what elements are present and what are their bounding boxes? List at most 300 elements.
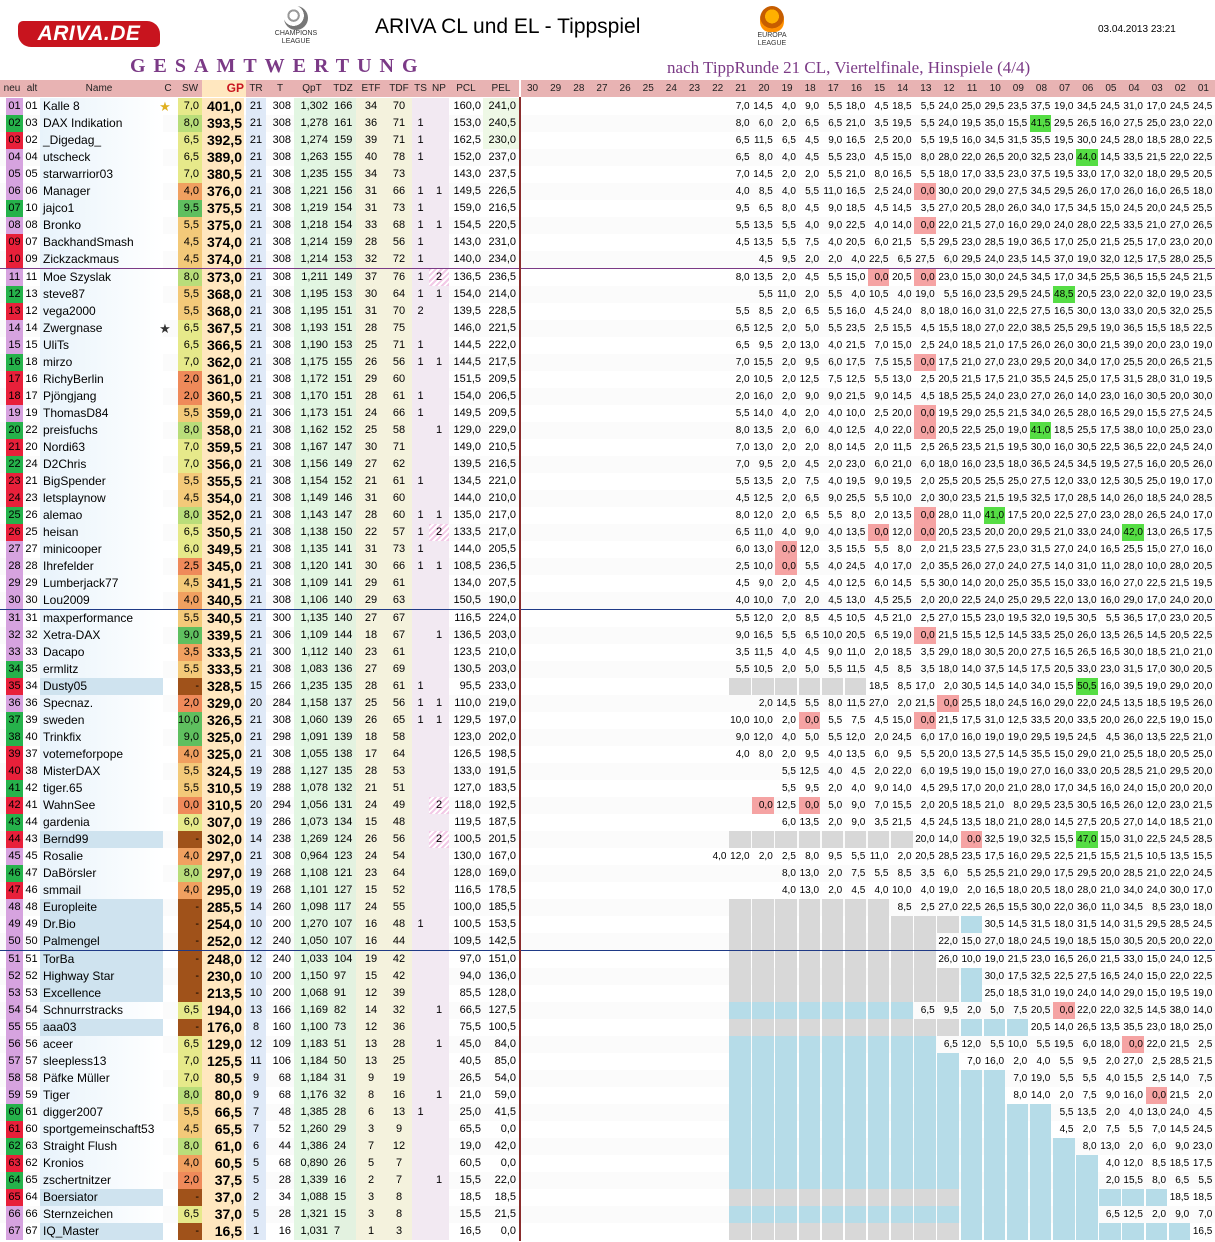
qpt-value: 0,890	[294, 1155, 330, 1172]
player-name[interactable]: smmail	[40, 882, 163, 899]
t-value: 300	[272, 645, 291, 658]
tdf-value: 44	[386, 933, 412, 950]
round-score: 4,5	[874, 101, 889, 112]
round-score: 30,0	[1030, 442, 1051, 453]
round-score: 26,0	[1054, 390, 1074, 402]
player-name[interactable]: D2Chris	[40, 456, 163, 473]
player-name[interactable]: steve87	[40, 286, 163, 303]
round-empty	[544, 371, 565, 388]
sw-value: 6,5	[178, 149, 202, 166]
player-name[interactable]: RichyBerlin	[40, 371, 163, 388]
player-name[interactable]: ermlitz	[40, 661, 163, 678]
table-row	[0, 1155, 1215, 1172]
round-score: 20,0	[961, 186, 981, 198]
round-score: 11,0	[869, 851, 889, 863]
round-empty	[660, 882, 681, 899]
rank-old: 09	[25, 253, 38, 266]
round-score: 2,0	[828, 817, 843, 829]
player-name[interactable]: ThomasD84	[40, 405, 163, 422]
etf-value: 29	[356, 575, 386, 592]
round-score: 17,5	[1100, 424, 1120, 436]
player-name[interactable]: Päfke Müller	[40, 1070, 163, 1087]
tr-value: 13	[246, 1002, 266, 1019]
round-score: 26,5	[984, 152, 1005, 164]
round-empty	[752, 916, 773, 933]
round-score: 10,5	[868, 288, 889, 300]
round-empty	[683, 661, 704, 678]
player-name[interactable]: maxperformance	[40, 610, 163, 627]
column-header-round: 12	[937, 80, 960, 97]
rank-new: 62	[6, 1138, 23, 1155]
tdf-value: 70	[386, 303, 412, 320]
ts-value	[412, 490, 429, 507]
round-score: 19,5	[1007, 612, 1028, 624]
player-name[interactable]: jajco1	[40, 200, 163, 217]
gp-total: 66,5	[202, 1104, 244, 1121]
player-name[interactable]: preisfuchs	[40, 422, 163, 439]
round-empty	[567, 200, 588, 217]
tr-value: 21	[246, 644, 266, 661]
round-empty	[521, 695, 542, 712]
round-score: 31,5	[1007, 135, 1028, 147]
sw-value: 6,5	[178, 1036, 202, 1053]
np-value: 1	[429, 354, 449, 371]
rank-new: 50	[6, 933, 23, 950]
tdz-value: 154	[330, 200, 356, 217]
round-empty	[683, 729, 704, 746]
round-score: 20,5	[1054, 663, 1074, 675]
round-empty	[683, 610, 704, 627]
round-score: 16,0	[1146, 186, 1167, 198]
tr-value: 15	[246, 678, 266, 695]
round-empty	[799, 916, 820, 933]
round-empty	[567, 251, 588, 268]
player-name[interactable]: gardenia	[40, 814, 163, 831]
round-empty	[752, 1172, 773, 1189]
ts-value	[412, 98, 429, 115]
round-score: 4,5	[805, 152, 820, 164]
round-empty	[914, 951, 935, 968]
tr-value: 21	[246, 320, 266, 337]
round-score: 18,0	[1007, 459, 1028, 471]
round-empty	[614, 405, 635, 422]
player-name[interactable]: Schnurrstracks	[40, 1002, 163, 1019]
round-empty	[544, 627, 565, 644]
round-score: 29,5	[984, 101, 1005, 112]
round-empty	[660, 439, 681, 456]
round-score: 7,5	[805, 237, 820, 249]
round-empty	[683, 473, 704, 490]
round-score: 15,5	[1007, 902, 1028, 914]
round-empty	[891, 1036, 912, 1053]
pcl-value: 18,5	[459, 1191, 481, 1204]
round-score: 27,0	[1077, 510, 1097, 522]
player-name[interactable]: Ihrefelder	[40, 558, 163, 575]
round-score: 36,5	[1030, 237, 1051, 249]
round-empty	[706, 439, 727, 456]
player-name[interactable]: Manager	[40, 183, 163, 200]
round-score: 13,0	[1146, 527, 1167, 539]
round-score: 30,0	[938, 493, 958, 505]
round-empty	[544, 388, 565, 405]
round-score: 29,5	[1030, 851, 1051, 863]
player-name[interactable]: Xetra-DAX	[40, 627, 163, 644]
player-name[interactable]: DAX Indikation	[40, 115, 163, 132]
round-empty	[775, 1189, 796, 1206]
gp-total: 297,0	[202, 865, 244, 882]
round-score: 5,5	[920, 135, 935, 147]
t-value: 268	[272, 867, 291, 880]
round-empty	[1030, 1155, 1051, 1172]
round-empty	[706, 473, 727, 490]
round-score: 28,0	[1123, 510, 1143, 522]
np-value	[429, 1223, 449, 1240]
qpt-value: 1,068	[294, 985, 330, 1002]
round-empty	[799, 899, 820, 916]
column-header-round: 07	[1053, 80, 1076, 97]
player-name[interactable]: tiger.65	[40, 780, 163, 797]
round-empty	[590, 132, 611, 149]
round-empty	[706, 1070, 727, 1087]
round-empty	[614, 200, 635, 217]
round-score: 27,0	[1169, 544, 1190, 556]
round-empty	[1030, 1189, 1051, 1206]
etf-value: 15	[356, 814, 386, 831]
qpt-value: 1,143	[294, 507, 330, 524]
tr-value: 7	[246, 1121, 266, 1138]
round-empty	[799, 1104, 820, 1121]
player-name[interactable]: Trinkfix	[40, 729, 163, 746]
rank-new: 53	[6, 985, 23, 1002]
ariva-logo[interactable]: ARIVA.DE	[18, 21, 160, 47]
player-name[interactable]: TorBa	[40, 951, 163, 968]
round-score: 20,5	[938, 373, 958, 385]
round-score: 30,5	[1077, 800, 1097, 812]
qpt-value: 1,274	[294, 132, 330, 149]
t-value: 308	[272, 577, 291, 590]
pcl-value: 160,0	[453, 100, 481, 112]
tr-value: 19	[246, 763, 266, 780]
round-empty	[637, 695, 658, 712]
round-score: 23,5	[845, 322, 866, 334]
round-score: 2,0	[781, 459, 796, 471]
round-score: 34,5	[1030, 271, 1051, 283]
tdz-value: 155	[330, 166, 356, 183]
player-name[interactable]: Highway Star	[40, 968, 163, 985]
player-name[interactable]: WahnSee	[40, 797, 163, 814]
sw-value: 5,5	[178, 763, 202, 780]
player-name[interactable]: Straight Flush	[40, 1138, 163, 1155]
round-score: 34,5	[1077, 459, 1097, 471]
player-name[interactable]: Bernd99	[40, 831, 163, 848]
player-name[interactable]: starwarrior03	[40, 166, 163, 183]
round-score: 31,5	[1077, 919, 1097, 931]
rank-old: 24	[25, 458, 38, 471]
europa-league-logo	[748, 6, 796, 52]
round-score: 28,0	[938, 152, 958, 164]
np-value	[429, 456, 449, 473]
round-score: 16,5	[845, 135, 866, 147]
round-empty	[752, 951, 773, 968]
round-score: 18,5	[1146, 135, 1167, 147]
round-empty	[590, 166, 611, 183]
round-empty	[544, 575, 565, 592]
round-score: 17,5	[1007, 970, 1028, 982]
round-score: 9,0	[828, 493, 843, 505]
round-score: 5,5	[805, 697, 820, 709]
round-empty	[706, 354, 727, 371]
t-value: 308	[272, 270, 291, 283]
round-empty	[544, 1087, 565, 1104]
t-value: 308	[272, 850, 291, 863]
round-score: 2,0	[1105, 1175, 1120, 1187]
player-name[interactable]: Kronios	[40, 1155, 163, 1172]
tdz-value: 140	[330, 644, 356, 661]
player-name[interactable]: Moe Szyslak	[40, 269, 163, 286]
round-score: 8,0	[828, 697, 843, 709]
round-score: 4,5	[735, 493, 750, 505]
round-score: 15,5	[1054, 680, 1074, 692]
round-empty	[868, 916, 889, 933]
round-empty	[567, 763, 588, 780]
table-row	[0, 132, 1215, 149]
round-score: 4,0	[874, 561, 889, 573]
round-empty	[590, 627, 611, 644]
column-header-pcl: PCL	[449, 80, 483, 97]
round-score: 9,0	[805, 527, 820, 539]
round-empty	[729, 899, 750, 916]
player-name[interactable]: MisterDAX	[40, 763, 163, 780]
round-empty	[1007, 1121, 1028, 1138]
pcl-value: 109,5	[453, 935, 481, 948]
player-name[interactable]: mirzo	[40, 354, 163, 371]
t-value: 308	[272, 441, 291, 453]
player-name[interactable]: Rosalie	[40, 848, 163, 865]
player-name[interactable]: heisan	[40, 524, 163, 541]
round-score: 0,0	[868, 524, 889, 541]
round-empty	[567, 814, 588, 831]
round-empty	[637, 644, 658, 661]
player-name[interactable]: alemao	[40, 507, 163, 524]
round-empty	[521, 1002, 542, 1019]
round-score: 21,0	[1192, 646, 1213, 658]
round-score: 15,5	[1192, 851, 1213, 863]
tdf-value: 76	[386, 269, 412, 286]
rank-new: 45	[6, 848, 23, 865]
round-score: 26,0	[1123, 800, 1143, 812]
player-name[interactable]: minicooper	[40, 541, 163, 558]
round-score: 25,5	[1100, 271, 1120, 283]
player-name[interactable]: vega2000	[40, 303, 163, 320]
round-empty	[706, 1002, 727, 1019]
round-empty	[891, 1070, 912, 1087]
etf-value: 25	[356, 337, 386, 354]
player-name[interactable]: DaBörsler	[40, 865, 163, 882]
player-name[interactable]: BackhandSmash	[40, 234, 163, 251]
player-name[interactable]: Kalle 8	[40, 98, 163, 115]
player-name[interactable]: votemeforpope	[40, 746, 163, 763]
round-score: 37,5	[1030, 101, 1051, 112]
player-name[interactable]: Zwergnase	[40, 320, 163, 337]
player-name[interactable]: aceer	[40, 1036, 163, 1053]
round-empty	[637, 1121, 658, 1138]
round-empty	[567, 490, 588, 507]
round-empty	[567, 1053, 588, 1070]
round-score: 29,0	[961, 407, 981, 419]
round-score: 21,5	[1007, 953, 1028, 965]
player-name[interactable]: zschertnitzer	[40, 1172, 163, 1189]
round-score: 19,0	[1100, 322, 1120, 334]
player-name[interactable]: sleepless13	[40, 1053, 163, 1070]
round-score: 30,0	[1077, 135, 1097, 147]
player-name[interactable]: Excellence	[40, 985, 163, 1002]
round-score: 25,5	[1123, 356, 1143, 368]
round-empty	[961, 1104, 982, 1121]
ts-value	[412, 371, 429, 388]
round-empty	[637, 1155, 658, 1172]
player-name[interactable]: Zickzackmaus	[40, 251, 163, 268]
gp-total: 375,5	[202, 200, 244, 217]
t-value: 306	[272, 406, 291, 419]
rank-new: 05	[6, 166, 23, 183]
np-value	[429, 1104, 449, 1121]
round-empty	[937, 1121, 958, 1138]
round-empty	[683, 1155, 704, 1172]
round-empty	[521, 865, 542, 882]
player-name[interactable]: utscheck	[40, 149, 163, 166]
round-score: 16,5	[892, 169, 912, 181]
player-name[interactable]: Sternzeichen	[40, 1206, 163, 1223]
round-score: 30,5	[961, 680, 981, 692]
round-empty	[706, 1189, 727, 1206]
round-empty	[567, 627, 588, 644]
round-score: 20,0	[984, 578, 1005, 590]
round-score: 36,5	[1123, 271, 1143, 283]
player-name[interactable]: Nordi63	[40, 439, 163, 456]
round-empty	[614, 899, 635, 916]
player-name[interactable]: sportgemeinschaft53	[40, 1121, 163, 1138]
tdf-value: 48	[386, 814, 412, 831]
round-empty	[590, 439, 611, 456]
round-empty	[683, 797, 704, 814]
round-score: 4,5	[735, 578, 750, 590]
round-empty	[660, 610, 681, 627]
round-score: 17,0	[1054, 271, 1074, 283]
round-score: 22,0	[1054, 902, 1074, 914]
round-score: 13,0	[753, 442, 773, 453]
tdf-value: 66	[386, 558, 412, 575]
round-empty	[845, 1206, 866, 1223]
table-row	[0, 899, 1215, 916]
player-name[interactable]: Palmengel	[40, 933, 163, 950]
rank-new: 44	[6, 831, 23, 848]
round-score: 2,0	[920, 476, 935, 488]
player-name[interactable]: IQ_Master	[40, 1223, 163, 1240]
player-name[interactable]: aaa03	[40, 1019, 163, 1036]
round-empty	[706, 422, 727, 439]
player-name[interactable]: Specnaz.	[40, 695, 163, 712]
player-name[interactable]: Europleite	[40, 899, 163, 916]
player-name[interactable]: Bronko	[40, 217, 163, 234]
player-name[interactable]: Pjöngjang	[40, 388, 163, 405]
rank-old: 60	[25, 1123, 38, 1135]
player-name[interactable]: _Digedag_	[40, 132, 163, 149]
round-empty	[521, 337, 542, 354]
round-empty	[544, 661, 565, 678]
round-empty	[683, 269, 704, 286]
round-score: 16,0	[1054, 442, 1074, 453]
table-row	[0, 729, 1215, 746]
player-name[interactable]: Lumberjack77	[40, 575, 163, 592]
round-empty	[521, 183, 542, 200]
round-empty	[590, 1155, 611, 1172]
round-empty	[521, 951, 542, 968]
round-score: 25,5	[938, 476, 958, 488]
round-score: 25,5	[892, 595, 912, 607]
round-score: 26,5	[1123, 629, 1143, 641]
round-score: 2,0	[781, 493, 796, 505]
tr-value: 21	[246, 183, 266, 200]
round-empty	[521, 644, 542, 661]
tdf-value: 36	[386, 1019, 412, 1036]
etf-value: 23	[356, 644, 386, 661]
np-value	[429, 405, 449, 422]
player-name[interactable]: Dr.Bio	[40, 916, 163, 933]
round-score: 22,0	[1077, 697, 1097, 709]
europa-league-trophy-icon	[760, 6, 784, 32]
round-score: 19,0	[1007, 765, 1028, 777]
tdf-value: 65	[386, 712, 412, 729]
tr-value: 21	[246, 661, 266, 678]
pcl-value: 123,0	[453, 730, 481, 743]
round-score: 25,0	[984, 424, 1005, 436]
player-name[interactable]: UliTs	[40, 337, 163, 354]
round-empty	[937, 1104, 958, 1121]
player-name[interactable]: Boersiator	[40, 1189, 163, 1206]
pcl-value: 162,5	[453, 134, 481, 147]
round-empty	[683, 354, 704, 371]
player-name[interactable]: Dusty05	[40, 678, 163, 695]
player-name[interactable]: Tiger	[40, 1087, 163, 1104]
round-empty	[614, 286, 635, 303]
player-name[interactable]: sweden	[40, 712, 163, 729]
round-empty	[775, 933, 796, 950]
ts-value: 1	[412, 234, 429, 251]
round-empty	[590, 183, 611, 200]
round-score: 19,5	[1169, 987, 1190, 999]
sw-value: 5,5	[178, 780, 202, 797]
round-score: 33,5	[1123, 220, 1143, 232]
np-value: 1	[429, 183, 449, 200]
tr-value: 21	[246, 627, 266, 644]
tdz-value: 24	[330, 1138, 356, 1155]
player-name[interactable]: Dacapo	[40, 644, 163, 661]
round-score: 9,0	[828, 135, 843, 147]
player-name[interactable]: BigSpender	[40, 473, 163, 490]
round-score: 18,0	[1054, 919, 1074, 931]
round-score: 9,0	[828, 390, 843, 402]
player-name[interactable]: digger2007	[40, 1104, 163, 1121]
round-empty	[590, 610, 611, 627]
qpt-value: 1,088	[294, 1189, 330, 1206]
round-score: 21,5	[1169, 1089, 1190, 1101]
round-score: 27,5	[1123, 459, 1143, 471]
round-score: 23,0	[1007, 390, 1028, 402]
round-score: 22,0	[892, 424, 912, 436]
player-name[interactable]: Lou2009	[40, 592, 163, 609]
player-name[interactable]: letsplaynow	[40, 490, 163, 507]
round-empty	[660, 200, 681, 217]
